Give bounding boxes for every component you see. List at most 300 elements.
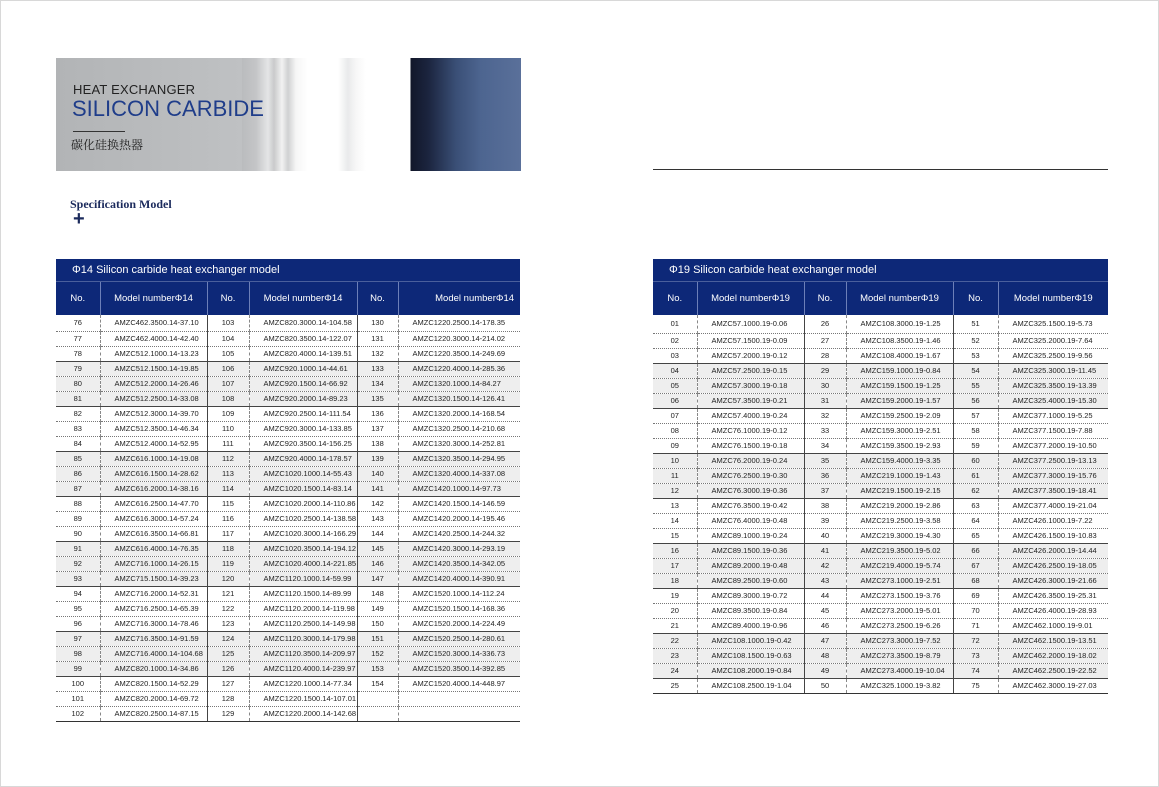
table-row: [653, 379, 1108, 394]
model-number: AMZC512.3000.14-39.70: [100, 407, 207, 422]
model-number: [398, 692, 520, 707]
row-number: 44: [804, 589, 846, 604]
header-rule: [653, 169, 1108, 170]
model-number: AMZC1520.2000.14-224.49: [398, 617, 520, 632]
model-number: AMZC1520.1000.14-112.24: [398, 587, 520, 602]
table-row: [56, 437, 520, 452]
row-number: 67: [953, 559, 998, 574]
model-number: AMZC920.2500.14-111.54: [249, 407, 357, 422]
model-number: AMZC1520.2500.14-280.61: [398, 632, 520, 647]
model-number: AMZC1420.1500.14-146.59: [398, 497, 520, 512]
row-number: 139: [357, 452, 398, 467]
model-number: AMZC1020.4000.14-221.85: [249, 557, 357, 572]
table-row: [56, 362, 520, 377]
model-number: AMZC377.2500.19-13.13: [998, 454, 1108, 469]
column-header: Model numberΦ14: [398, 282, 520, 316]
row-number: 45: [804, 604, 846, 619]
banner-subtitle: HEAT EXCHANGER: [73, 82, 196, 97]
model-number: AMZC462.1500.19-13.51: [998, 634, 1108, 649]
model-number: AMZC426.2500.19-18.05: [998, 559, 1108, 574]
row-number: 129: [207, 707, 249, 722]
row-number: 22: [653, 634, 697, 649]
model-number: AMZC89.2500.19-0.60: [697, 574, 804, 589]
model-number: AMZC273.1500.19-3.76: [846, 589, 953, 604]
table-row: [56, 407, 520, 422]
table-row: [56, 347, 520, 362]
row-number: 28: [804, 349, 846, 364]
model-number: AMZC1320.3500.14-294.95: [398, 452, 520, 467]
table-row: [56, 392, 520, 407]
row-number: 27: [804, 334, 846, 349]
model-number: AMZC426.1000.19-7.22: [998, 514, 1108, 529]
row-number: 42: [804, 559, 846, 574]
row-number: 36: [804, 469, 846, 484]
row-number: 149: [357, 602, 398, 617]
table-row: [653, 439, 1108, 454]
row-number: 101: [56, 692, 100, 707]
row-number: 103: [207, 315, 249, 332]
model-number: AMZC1220.2000.14-142.68: [249, 707, 357, 722]
banner-divider: [73, 131, 125, 132]
row-number: 39: [804, 514, 846, 529]
model-number: AMZC1320.4000.14-337.08: [398, 467, 520, 482]
row-number: 69: [953, 589, 998, 604]
row-number: 15: [653, 529, 697, 544]
row-number: 71: [953, 619, 998, 634]
table-row: [653, 484, 1108, 499]
model-number: AMZC1220.1000.14-77.34: [249, 677, 357, 692]
row-number: 38: [804, 499, 846, 514]
plus-icon: +: [73, 208, 85, 230]
model-number: AMZC1120.3500.14-209.97: [249, 647, 357, 662]
model-number: AMZC108.3000.19-1.25: [846, 315, 953, 334]
phi19-model-table: [653, 259, 1108, 694]
model-number: AMZC325.4000.19-15.30: [998, 394, 1108, 409]
model-number: AMZC512.2500.14-33.08: [100, 392, 207, 407]
row-number: 79: [56, 362, 100, 377]
model-number: AMZC616.3000.14-57.24: [100, 512, 207, 527]
model-number: AMZC616.2500.14-47.70: [100, 497, 207, 512]
row-number: 43: [804, 574, 846, 589]
column-header: Model numberΦ14: [249, 282, 357, 316]
row-number: 114: [207, 482, 249, 497]
table-row: [653, 394, 1108, 409]
row-number: 97: [56, 632, 100, 647]
model-number: AMZC920.3000.14-133.85: [249, 422, 357, 437]
row-number: 119: [207, 557, 249, 572]
row-number: 123: [207, 617, 249, 632]
row-number: 93: [56, 572, 100, 587]
model-number: AMZC108.3500.19-1.46: [846, 334, 953, 349]
model-number: AMZC462.3500.14-37.10: [100, 315, 207, 332]
model-number: AMZC920.3500.14-156.25: [249, 437, 357, 452]
row-number: 48: [804, 649, 846, 664]
model-number: AMZC108.4000.19-1.67: [846, 349, 953, 364]
model-number: AMZC1220.2500.14-178.35: [398, 315, 520, 332]
table-row: [653, 315, 1108, 334]
model-number: AMZC426.2000.19-14.44: [998, 544, 1108, 559]
model-number: AMZC820.3500.14-122.07: [249, 332, 357, 347]
row-number: 130: [357, 315, 398, 332]
model-number: AMZC219.4000.19-5.74: [846, 559, 953, 574]
row-number: 13: [653, 499, 697, 514]
banner-title: SILICON CARBIDE: [72, 96, 264, 121]
table-row: [56, 647, 520, 662]
row-number: 80: [56, 377, 100, 392]
table-row: [56, 332, 520, 347]
row-number: 126: [207, 662, 249, 677]
model-number: AMZC108.2000.19-0.84: [697, 664, 804, 679]
model-number: AMZC616.1500.14-28.62: [100, 467, 207, 482]
model-number: AMZC108.2500.19-1.04: [697, 679, 804, 694]
model-number: AMZC920.2000.14-89.23: [249, 392, 357, 407]
model-number: AMZC616.3500.14-66.81: [100, 527, 207, 542]
model-number: AMZC1420.2500.14-244.32: [398, 527, 520, 542]
model-number: AMZC76.1000.19-0.12: [697, 424, 804, 439]
table-body: [56, 315, 520, 722]
table-row: [56, 377, 520, 392]
row-number: 35: [804, 454, 846, 469]
model-number: AMZC426.3000.19-21.66: [998, 574, 1108, 589]
row-number: 152: [357, 647, 398, 662]
row-number: 107: [207, 377, 249, 392]
row-number: 19: [653, 589, 697, 604]
row-number: 78: [56, 347, 100, 362]
table-row: [56, 677, 520, 692]
row-number: 132: [357, 347, 398, 362]
row-number: 75: [953, 679, 998, 694]
table-caption: Φ14 Silicon carbide heat exchanger model: [56, 259, 520, 282]
table-row: [56, 557, 520, 572]
column-header: Model numberΦ19: [697, 282, 804, 316]
table-row: [653, 619, 1108, 634]
model-number: AMZC57.2000.19-0.12: [697, 349, 804, 364]
row-number: 81: [56, 392, 100, 407]
table-row: [56, 512, 520, 527]
row-number: 55: [953, 379, 998, 394]
row-number: 121: [207, 587, 249, 602]
model-number: AMZC219.1000.19-1.43: [846, 469, 953, 484]
table-caption: Φ19 Silicon carbide heat exchanger model: [653, 259, 1108, 282]
table-row: [56, 452, 520, 467]
model-number: AMZC1320.1000.14-84.27: [398, 377, 520, 392]
row-number: 140: [357, 467, 398, 482]
model-number: AMZC219.3500.19-5.02: [846, 544, 953, 559]
model-number: AMZC512.2000.14-26.46: [100, 377, 207, 392]
model-number: AMZC273.2000.19-5.01: [846, 604, 953, 619]
row-number: 59: [953, 439, 998, 454]
table-row: [653, 529, 1108, 544]
model-number: AMZC159.2000.19-1.57: [846, 394, 953, 409]
row-number: 04: [653, 364, 697, 379]
model-number: AMZC89.3000.19-0.72: [697, 589, 804, 604]
table-row: [653, 574, 1108, 589]
table-row: [653, 349, 1108, 364]
row-number: 116: [207, 512, 249, 527]
row-number: 52: [953, 334, 998, 349]
model-number: AMZC1020.3000.14-166.29: [249, 527, 357, 542]
row-number: 133: [357, 362, 398, 377]
model-number: AMZC462.4000.14-42.40: [100, 332, 207, 347]
row-number: 56: [953, 394, 998, 409]
row-number: 20: [653, 604, 697, 619]
model-number: AMZC108.1500.19-0.63: [697, 649, 804, 664]
model-number: AMZC1420.1000.14-97.73: [398, 482, 520, 497]
row-number: 05: [653, 379, 697, 394]
row-number: 12: [653, 484, 697, 499]
row-number: 91: [56, 542, 100, 557]
model-number: AMZC512.1500.14-19.85: [100, 362, 207, 377]
header-banner: [56, 58, 521, 171]
row-number: 73: [953, 649, 998, 664]
model-number: AMZC1520.3000.14-336.73: [398, 647, 520, 662]
row-number: 94: [56, 587, 100, 602]
row-number: 135: [357, 392, 398, 407]
model-number: AMZC512.3500.14-46.34: [100, 422, 207, 437]
model-number: AMZC1020.2000.14-110.86: [249, 497, 357, 512]
row-number: 110: [207, 422, 249, 437]
row-number: 151: [357, 632, 398, 647]
table-row: [653, 544, 1108, 559]
phi14-model-table: [56, 259, 520, 722]
model-number: AMZC1120.2500.14-149.98: [249, 617, 357, 632]
row-number: 102: [56, 707, 100, 722]
row-number: 137: [357, 422, 398, 437]
model-number: AMZC1420.4000.14-390.91: [398, 572, 520, 587]
table-row: [653, 649, 1108, 664]
row-number: 65: [953, 529, 998, 544]
row-number: 86: [56, 467, 100, 482]
row-number: 58: [953, 424, 998, 439]
model-number: AMZC76.2000.19-0.24: [697, 454, 804, 469]
row-number: 113: [207, 467, 249, 482]
row-number: 127: [207, 677, 249, 692]
row-number: 145: [357, 542, 398, 557]
row-number: 30: [804, 379, 846, 394]
row-number: 153: [357, 662, 398, 677]
table-row: [653, 364, 1108, 379]
row-number: 21: [653, 619, 697, 634]
row-number: 98: [56, 647, 100, 662]
model-number: AMZC512.1000.14-13.23: [100, 347, 207, 362]
row-number: 115: [207, 497, 249, 512]
model-number: AMZC159.1000.19-0.84: [846, 364, 953, 379]
model-number: AMZC512.4000.14-52.95: [100, 437, 207, 452]
row-number: 25: [653, 679, 697, 694]
table-row: [653, 409, 1108, 424]
row-number: 118: [207, 542, 249, 557]
table-row: [56, 422, 520, 437]
table-row: [56, 632, 520, 647]
row-number: 54: [953, 364, 998, 379]
model-number: AMZC1420.3500.14-342.05: [398, 557, 520, 572]
model-number: AMZC273.3500.19-8.79: [846, 649, 953, 664]
model-number: AMZC89.2000.19-0.48: [697, 559, 804, 574]
row-number: 106: [207, 362, 249, 377]
column-header: No.: [56, 282, 100, 316]
row-number: 40: [804, 529, 846, 544]
row-number: 144: [357, 527, 398, 542]
model-number: AMZC1320.2500.14-210.68: [398, 422, 520, 437]
table-row: [653, 499, 1108, 514]
model-number: AMZC1020.3500.14-194.12: [249, 542, 357, 557]
row-number: 122: [207, 602, 249, 617]
table-row: [56, 617, 520, 632]
row-number: 131: [357, 332, 398, 347]
table-row: [56, 467, 520, 482]
row-number: 77: [56, 332, 100, 347]
row-number: 95: [56, 602, 100, 617]
row-number: 104: [207, 332, 249, 347]
column-header: No.: [207, 282, 249, 316]
row-number: [357, 707, 398, 722]
model-number: AMZC920.1000.14-44.61: [249, 362, 357, 377]
model-number: AMZC57.4000.19-0.24: [697, 409, 804, 424]
row-number: 138: [357, 437, 398, 452]
row-number: 62: [953, 484, 998, 499]
model-number: AMZC377.1500.19-7.88: [998, 424, 1108, 439]
row-number: 50: [804, 679, 846, 694]
model-number: AMZC716.1000.14-26.15: [100, 557, 207, 572]
model-number: AMZC325.1500.19-5.73: [998, 315, 1108, 334]
model-number: AMZC1420.2000.14-195.46: [398, 512, 520, 527]
model-number: AMZC325.2500.19-9.56: [998, 349, 1108, 364]
model-number: AMZC920.4000.14-178.57: [249, 452, 357, 467]
column-header: Model numberΦ19: [998, 282, 1108, 316]
column-header: No.: [804, 282, 846, 316]
model-number: AMZC462.2500.19-22.52: [998, 664, 1108, 679]
model-number: AMZC716.3500.14-91.59: [100, 632, 207, 647]
model-number: AMZC1520.1500.14-168.36: [398, 602, 520, 617]
column-header: No.: [653, 282, 697, 316]
model-number: AMZC820.2500.14-87.15: [100, 707, 207, 722]
row-number: 16: [653, 544, 697, 559]
row-number: 70: [953, 604, 998, 619]
row-number: 11: [653, 469, 697, 484]
model-number: AMZC219.3000.19-4.30: [846, 529, 953, 544]
table-row: [56, 602, 520, 617]
model-number: AMZC159.3000.19-2.51: [846, 424, 953, 439]
table-row: [653, 634, 1108, 649]
model-number: AMZC462.3000.19-27.03: [998, 679, 1108, 694]
row-number: 147: [357, 572, 398, 587]
column-header: No.: [357, 282, 398, 316]
column-header: Model numberΦ14: [100, 282, 207, 316]
column-header: No.: [953, 282, 998, 316]
model-number: AMZC108.1000.19-0.42: [697, 634, 804, 649]
table-row: [56, 527, 520, 542]
model-number: AMZC377.2000.19-10.50: [998, 439, 1108, 454]
row-number: 90: [56, 527, 100, 542]
row-number: 82: [56, 407, 100, 422]
column-header: Model numberΦ19: [846, 282, 953, 316]
banner-chinese-title: 碳化硅换热器: [71, 138, 144, 152]
row-number: 146: [357, 557, 398, 572]
model-number: AMZC325.1000.19-3.82: [846, 679, 953, 694]
row-number: 18: [653, 574, 697, 589]
table-row: [56, 707, 520, 722]
table-row: [653, 454, 1108, 469]
model-number: AMZC219.2000.19-2.86: [846, 499, 953, 514]
table-row: [56, 662, 520, 677]
model-number: AMZC89.1000.19-0.24: [697, 529, 804, 544]
section-title: Specification Model: [70, 197, 172, 211]
model-number: AMZC1420.3000.14-293.19: [398, 542, 520, 557]
model-number: AMZC219.1500.19-2.15: [846, 484, 953, 499]
row-number: 88: [56, 497, 100, 512]
model-number: AMZC426.3500.19-25.31: [998, 589, 1108, 604]
model-number: [398, 707, 520, 722]
table-row: [653, 604, 1108, 619]
model-number: AMZC325.3000.19-11.45: [998, 364, 1108, 379]
row-number: 143: [357, 512, 398, 527]
row-number: 125: [207, 647, 249, 662]
table-row: [653, 559, 1108, 574]
model-number: AMZC159.2500.19-2.09: [846, 409, 953, 424]
model-number: AMZC377.1000.19-5.25: [998, 409, 1108, 424]
row-number: 53: [953, 349, 998, 364]
model-number: AMZC325.3500.19-13.39: [998, 379, 1108, 394]
model-number: AMZC273.4000.19-10.04: [846, 664, 953, 679]
row-number: 29: [804, 364, 846, 379]
model-number: AMZC76.4000.19-0.48: [697, 514, 804, 529]
row-number: 17: [653, 559, 697, 574]
row-number: [357, 692, 398, 707]
table-row: [653, 424, 1108, 439]
table-row: [653, 469, 1108, 484]
row-number: 76: [56, 315, 100, 332]
model-number: AMZC716.2000.14-52.31: [100, 587, 207, 602]
row-number: 83: [56, 422, 100, 437]
model-number: AMZC1320.1500.14-126.41: [398, 392, 520, 407]
model-number: AMZC1120.4000.14-239.97: [249, 662, 357, 677]
row-number: 14: [653, 514, 697, 529]
model-number: AMZC462.2000.19-18.02: [998, 649, 1108, 664]
model-number: AMZC377.3000.19-15.76: [998, 469, 1108, 484]
model-number: AMZC920.1500.14-66.92: [249, 377, 357, 392]
table-row: [653, 679, 1108, 694]
model-number: AMZC76.1500.19-0.18: [697, 439, 804, 454]
model-number: AMZC715.1500.14-39.23: [100, 572, 207, 587]
row-number: 68: [953, 574, 998, 589]
table-row: [653, 664, 1108, 679]
row-number: 03: [653, 349, 697, 364]
model-number: AMZC159.1500.19-1.25: [846, 379, 953, 394]
model-number: AMZC57.3000.19-0.18: [697, 379, 804, 394]
row-number: 66: [953, 544, 998, 559]
row-number: 51: [953, 315, 998, 334]
model-number: AMZC716.3000.14-78.46: [100, 617, 207, 632]
model-number: AMZC57.2500.19-0.15: [697, 364, 804, 379]
row-number: 124: [207, 632, 249, 647]
table-row: [653, 589, 1108, 604]
row-number: 33: [804, 424, 846, 439]
row-number: 112: [207, 452, 249, 467]
row-number: 100: [56, 677, 100, 692]
model-number: AMZC1120.1500.14-89.99: [249, 587, 357, 602]
model-number: AMZC76.2500.19-0.30: [697, 469, 804, 484]
table-row: [56, 497, 520, 512]
model-number: AMZC1120.2000.14-119.98: [249, 602, 357, 617]
model-number: AMZC1220.1500.14-107.01: [249, 692, 357, 707]
model-number: AMZC89.1500.19-0.36: [697, 544, 804, 559]
model-number: AMZC1320.3000.14-252.81: [398, 437, 520, 452]
table-row: [653, 514, 1108, 529]
table-row: [56, 572, 520, 587]
row-number: 49: [804, 664, 846, 679]
row-number: 120: [207, 572, 249, 587]
model-number: AMZC273.1000.19-2.51: [846, 574, 953, 589]
